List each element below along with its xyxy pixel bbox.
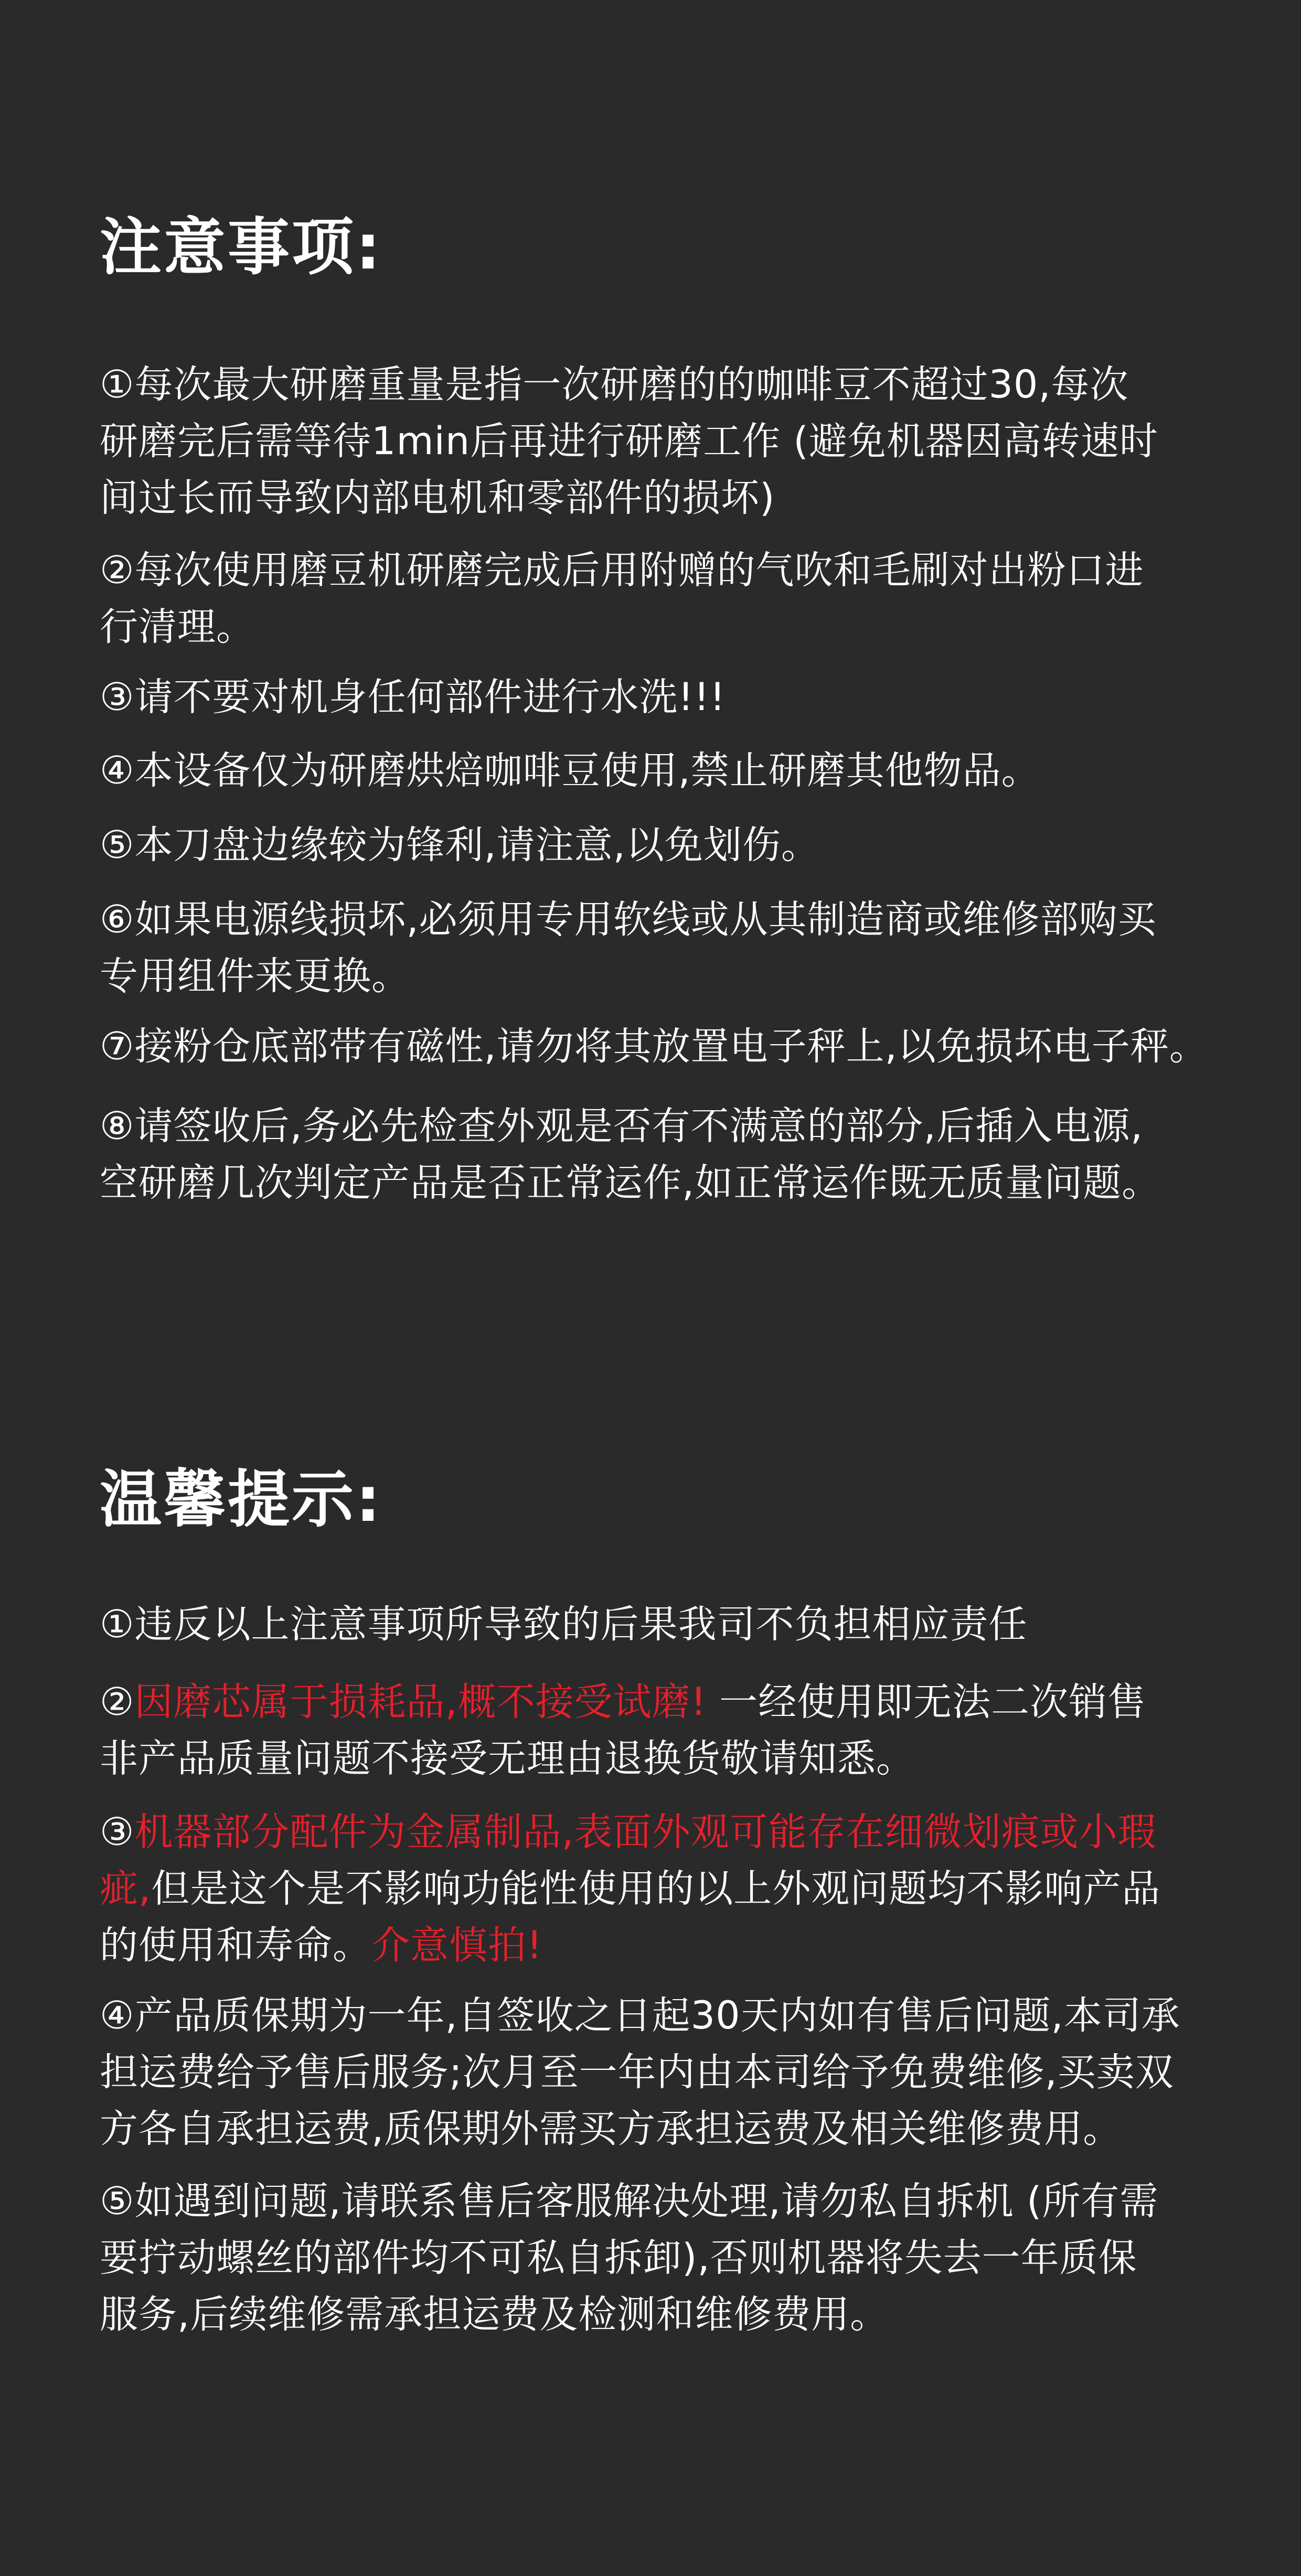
tips-item-5-line-2: 要拧动螺丝的部件均不可私自拆卸),否则机器将失去一年质保 [100,2236,1137,2280]
tips-item-1-line-1: ①违反以上注意事项所导致的后果我司不负担相应责任 [100,1602,1028,1647]
tips-item-2-line-1 [100,1674,1146,1731]
notice-item-3-line-1: ③请不要对机身任何部件进行水洗!!! [100,675,726,720]
notice-item-3 [100,669,726,726]
tips-item-1 [100,1596,1027,1653]
tips-item-2 [100,1674,1146,1787]
tips-item-2-number: ② [100,1680,135,1724]
tips-item-4 [100,1988,1180,2158]
tips-section [100,1463,1233,2337]
notice-item-8 [100,1098,1160,1211]
notice-item-1-line-3: 间过长而导致内部电机和零部件的损坏) [100,476,775,520]
notice-item-2 [100,542,1144,656]
notice-item-6 [100,892,1157,1005]
tips-item-3-line-2 [100,1861,1160,1917]
tips-item-3-warning-part-2: 疵, [100,1866,152,1911]
tips-item-3-line-2-rest: 但是这个是不影响功能性使用的以上外观问题均不影响产品 [151,1866,1161,1911]
tips-item-4-line-1: ④产品质保期为一年,自签收之日起30天内如有售后问题,本司承 [100,1993,1180,2038]
tips-item-4-line-3: 方各自承担运费,质保期外需买方承担运费及相关维修费用。 [100,2107,1122,2151]
tips-item-5 [100,2173,1159,2343]
notice-item-2-line-1: ②每次使用磨豆机研磨完成后用附赠的气吹和毛刷对出粉口进 [100,548,1144,593]
notice-item-6-line-1: ⑥如果电源线损坏,必须用专用软线或从其制造商或维修部购买 [100,897,1157,942]
notice-item-4 [100,743,1040,799]
notice-item-7-line-1: ⑦接粉仓底部带有磁性,请勿将其放置电子秤上,以免损坏电子秤。 [100,1024,1208,1069]
tips-title: 温馨提示: [100,1463,383,1536]
tips-item-3-number: ③ [100,1810,135,1854]
notice-item-5 [100,817,820,874]
tips-item-3-line-3 [100,1917,1160,1974]
tips-item-2-line-2: 非产品质量问题不接受无理由退换货敬请知悉。 [100,1736,915,1781]
tips-item-2-line-1-rest: 一经使用即无法二次销售 [706,1680,1147,1724]
tips-item-3-warning-part-3: 介意慎拍! [371,1923,543,1968]
tips-item-2-warning: 因磨芯属于损耗品,概不接受试磨! [134,1680,707,1724]
tips-item-3 [100,1804,1160,1974]
tips-item-4-line-2: 担运费给予售后服务;次月至一年内由本司给予免费维修,买卖双 [100,2050,1174,2095]
notice-item-7 [100,1018,1208,1075]
notice-title: 注意事项: [100,211,383,283]
notice-item-2-line-2: 行清理。 [100,605,255,649]
tips-item-5-line-3: 服务,后续维修需承担运费及检测和维修费用。 [100,2292,889,2337]
notice-item-1-line-2: 研磨完后需等待1min后再进行研磨工作 (避免机器因高转速时 [100,419,1158,464]
notice-item-4-line-1: ④本设备仅为研磨烘焙咖啡豆使用,禁止研磨其他物品。 [100,748,1040,793]
notice-item-1-line-1: ①每次最大研磨重量是指一次研磨的的咖啡豆不超过30,每次 [100,362,1129,407]
tips-item-3-line-1 [100,1804,1160,1861]
tips-item-3-warning-part-1: 机器部分配件为金属制品,表面外观可能存在细微划痕或小瑕 [134,1810,1157,1854]
notice-item-6-line-2: 专用组件来更换。 [100,954,410,999]
notice-item-5-line-1: ⑤本刀盘边缘较为锋利,请注意,以免划伤。 [100,823,820,867]
notice-item-8-line-1: ⑧请签收后,务必先检查外观是否有不满意的部分,后插入电源, [100,1104,1144,1149]
notice-item-1 [100,357,1158,527]
tips-item-3-line-3-rest: 的使用和寿命。 [100,1923,371,1968]
notice-section [100,211,1233,1205]
tips-item-5-line-1: ⑤如遇到问题,请联系售后客服解决处理,请勿私自拆机 (所有需 [100,2179,1159,2224]
notice-item-8-line-2: 空研磨几次判定产品是否正常运作,如正常运作既无质量问题。 [100,1161,1161,1205]
